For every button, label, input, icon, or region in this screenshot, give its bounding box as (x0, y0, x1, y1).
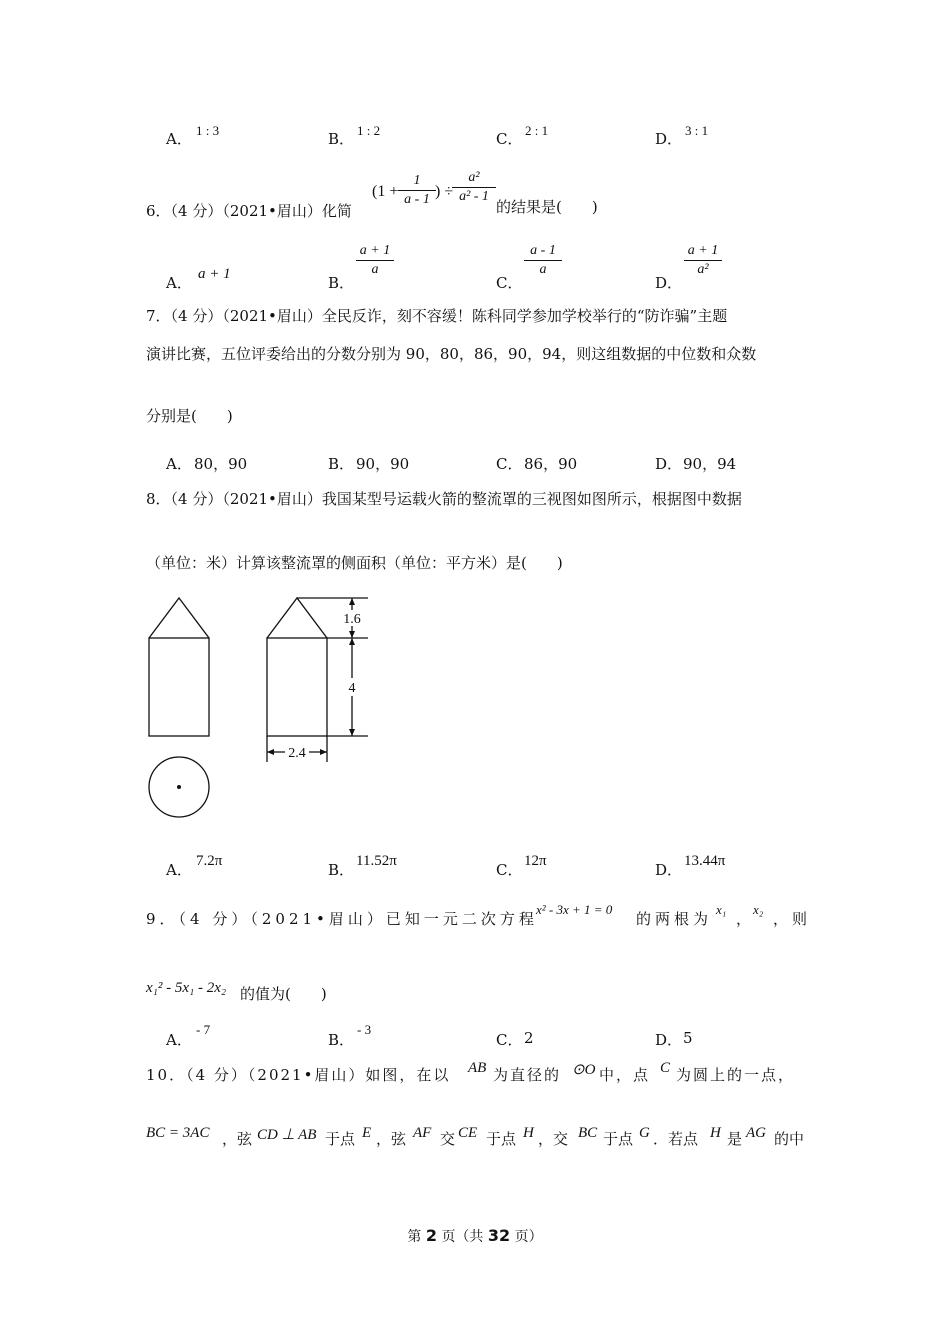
q8-option-c-letter: C． (496, 861, 523, 879)
q9-line-2-suffix: 的值为( ) (240, 985, 327, 1003)
q10-line-2-f: ，交 (538, 1130, 569, 1148)
q10-line-1-a: 10．（4 分）（2021•眉山）如图，在以 (146, 1066, 451, 1084)
footer-mid: 页（共 (441, 1229, 484, 1245)
q9-expression: x₁² - 5x₁ - 2x₂ (146, 980, 227, 996)
q5-option-b-letter: B． (328, 130, 355, 148)
q10-arc-equation: BC = 3AC (146, 1125, 210, 1141)
q6-option-d-letter: D． (655, 274, 683, 292)
footer-page-number: 2 (425, 1226, 437, 1245)
front-view-cone (149, 598, 209, 638)
q10-c: C (660, 1060, 671, 1076)
q7-option-c-value: 86，90 (524, 455, 578, 473)
q10-cd-perp-ab: CD ⊥ AB (257, 1127, 317, 1143)
q9-root-2: x₂ (753, 902, 764, 917)
q9-sep: ， (736, 910, 752, 928)
q9-line-1-prefix: 9．（4 分）（2021•眉山）已知一元二次方程 (146, 910, 538, 928)
q6-expr-fraction-2 (452, 170, 496, 205)
q7-option-a-letter: A． (166, 455, 192, 473)
q5-option-d-value: 3 : 1 (685, 123, 709, 138)
q7-option-b-value: 90，90 (356, 455, 410, 473)
q5-option-a-value: 1 : 3 (196, 123, 220, 138)
q6-option-c-fraction (524, 243, 562, 278)
q7-option-b-letter: B． (328, 455, 355, 473)
q10-line-2-g: 于点 (603, 1130, 634, 1148)
q10-line-2-i: 是 (727, 1130, 743, 1148)
side-view-cone (267, 598, 327, 638)
q7-option-c-letter: C． (496, 455, 523, 473)
q6-stem-prefix: 6．（4 分）（2021•眉山）化简 (146, 202, 352, 220)
q9-option-c-value: 2 (524, 1029, 534, 1047)
q10-circle-o: ⊙O (572, 1062, 596, 1078)
q10-af: AF (413, 1125, 432, 1141)
q6-frac2-den: a² - 1 (459, 189, 489, 204)
footer-total-pages: 32 (487, 1226, 511, 1245)
q10-line-2-c: ，弦 (376, 1130, 407, 1148)
q7-line-1: 7．（4 分）（2021•眉山）全民反诈，刻不容缓！陈科同学参加学校举行的“防诈骗”主题 (146, 307, 728, 325)
q10-line-2-j: 的中 (774, 1130, 805, 1148)
side-view-cylinder (267, 638, 327, 736)
q6-option-d-num: a + 1 (687, 243, 719, 258)
q6-frac2-num: a² (468, 170, 480, 185)
q5-option-c-value: 2 : 1 (525, 123, 549, 138)
q8-option-d-letter: D． (655, 861, 683, 879)
q6-option-a-letter: A． (166, 274, 192, 292)
q10-ag: AG (746, 1125, 766, 1141)
q10-bc: BC (578, 1125, 598, 1141)
q8-option-a-letter: A． (166, 861, 192, 879)
q6-option-b-letter: B． (328, 274, 355, 292)
q6-stem-suffix: 的结果是( ) (496, 198, 598, 216)
q9-option-d-value: 5 (683, 1029, 693, 1047)
q6-option-b-den: a (371, 262, 379, 277)
q8-line-2: （单位：米）计算该整流罩的侧面积（单位：平方米）是( ) (146, 554, 563, 572)
q10-line-1-c: 中，点 (599, 1066, 651, 1084)
q6-option-b-num: a + 1 (359, 243, 391, 258)
q8-option-d-value: 13.44π (684, 853, 726, 869)
q8-option-b-value: 11.52π (356, 853, 397, 869)
q9-equation: x² - 3x + 1 = 0 (536, 902, 613, 917)
q10-ce: CE (458, 1125, 478, 1141)
q9-option-c-letter: C． (496, 1031, 523, 1049)
q10-line-2-b: 于点 (325, 1130, 356, 1148)
q9-root-1: x₁ (716, 902, 727, 917)
q9-option-d-letter: D． (655, 1031, 683, 1049)
q9-option-a-value: - 7 (196, 1022, 211, 1037)
q10-line-2-e: 于点 (486, 1130, 517, 1148)
q10-e: E (362, 1125, 372, 1141)
q5-option-c-letter: C． (496, 130, 523, 148)
three-view-figure (140, 590, 380, 820)
q7-line-3: 分别是( ) (146, 407, 233, 425)
q6-expr-close-div: ) ÷ (435, 183, 454, 200)
q9-option-a-letter: A． (166, 1031, 192, 1049)
q9-option-b-letter: B． (328, 1031, 355, 1049)
q6-option-c-num: a - 1 (530, 243, 556, 258)
q6-option-d-den: a² (697, 262, 709, 277)
q8-line-1: 8．（4 分）（2021•眉山）我国某型号运载火箭的整流罩的三视图如图所示，根据图中数据 (146, 490, 742, 508)
q10-h-2: H (710, 1125, 721, 1141)
q6-frac1-num: 1 (413, 173, 421, 188)
q6-option-b-fraction (356, 243, 394, 278)
q10-g: G (639, 1125, 650, 1141)
q6-option-c-den: a (539, 262, 547, 277)
q6-option-c-letter: C． (496, 274, 523, 292)
top-view-center-dot (177, 785, 181, 789)
q10-line-1-d: 为圆上的一点， (676, 1066, 796, 1084)
footer-suffix: 页） (514, 1229, 543, 1245)
q8-option-a-value: 7.2π (196, 853, 223, 869)
dim-label-cone-height: 1.6 (343, 612, 361, 627)
q9-option-b-value: - 3 (357, 1022, 372, 1037)
footer-prefix: 第 (407, 1229, 422, 1245)
q6-frac1-den: a - 1 (404, 192, 430, 207)
dim-label-diameter: 2.4 (288, 746, 306, 761)
q10-h: H (523, 1125, 534, 1141)
q7-option-a-value: 80，90 (194, 455, 248, 473)
q9-line-1-suffix: ，则 (773, 910, 812, 928)
q9-line-1-mid: 的两根为 (636, 910, 713, 928)
q8-option-b-letter: B． (328, 861, 355, 879)
dim-label-cyl-height: 4 (348, 681, 356, 696)
q6-expr-open: (1 + (372, 183, 399, 200)
q5-option-a-letter: A． (166, 130, 192, 148)
q10-line-2-h: ．若点 (653, 1130, 699, 1148)
q10-line-1-b: 为直径的 (493, 1066, 562, 1084)
q7-option-d-letter: D． (655, 455, 683, 473)
page-footer (0, 1226, 950, 1246)
q8-option-c-value: 12π (524, 853, 547, 869)
q6-option-a-value: a + 1 (198, 266, 231, 282)
q6-expr-fraction-1 (398, 173, 436, 208)
front-view-cylinder (149, 638, 209, 736)
q6-option-d-fraction (684, 243, 722, 278)
q10-line-2-d: 交 (440, 1130, 456, 1148)
q7-option-d-value: 90，94 (683, 455, 737, 473)
q10-ab: AB (468, 1060, 487, 1076)
q7-line-2: 演讲比赛，五位评委给出的分数分别为 90，80，86，90，94，则这组数据的中位数和众数 (146, 345, 757, 363)
q5-option-b-value: 1 : 2 (357, 123, 381, 138)
q5-option-d-letter: D． (655, 130, 683, 148)
q10-line-2-a: ，弦 (222, 1130, 253, 1148)
